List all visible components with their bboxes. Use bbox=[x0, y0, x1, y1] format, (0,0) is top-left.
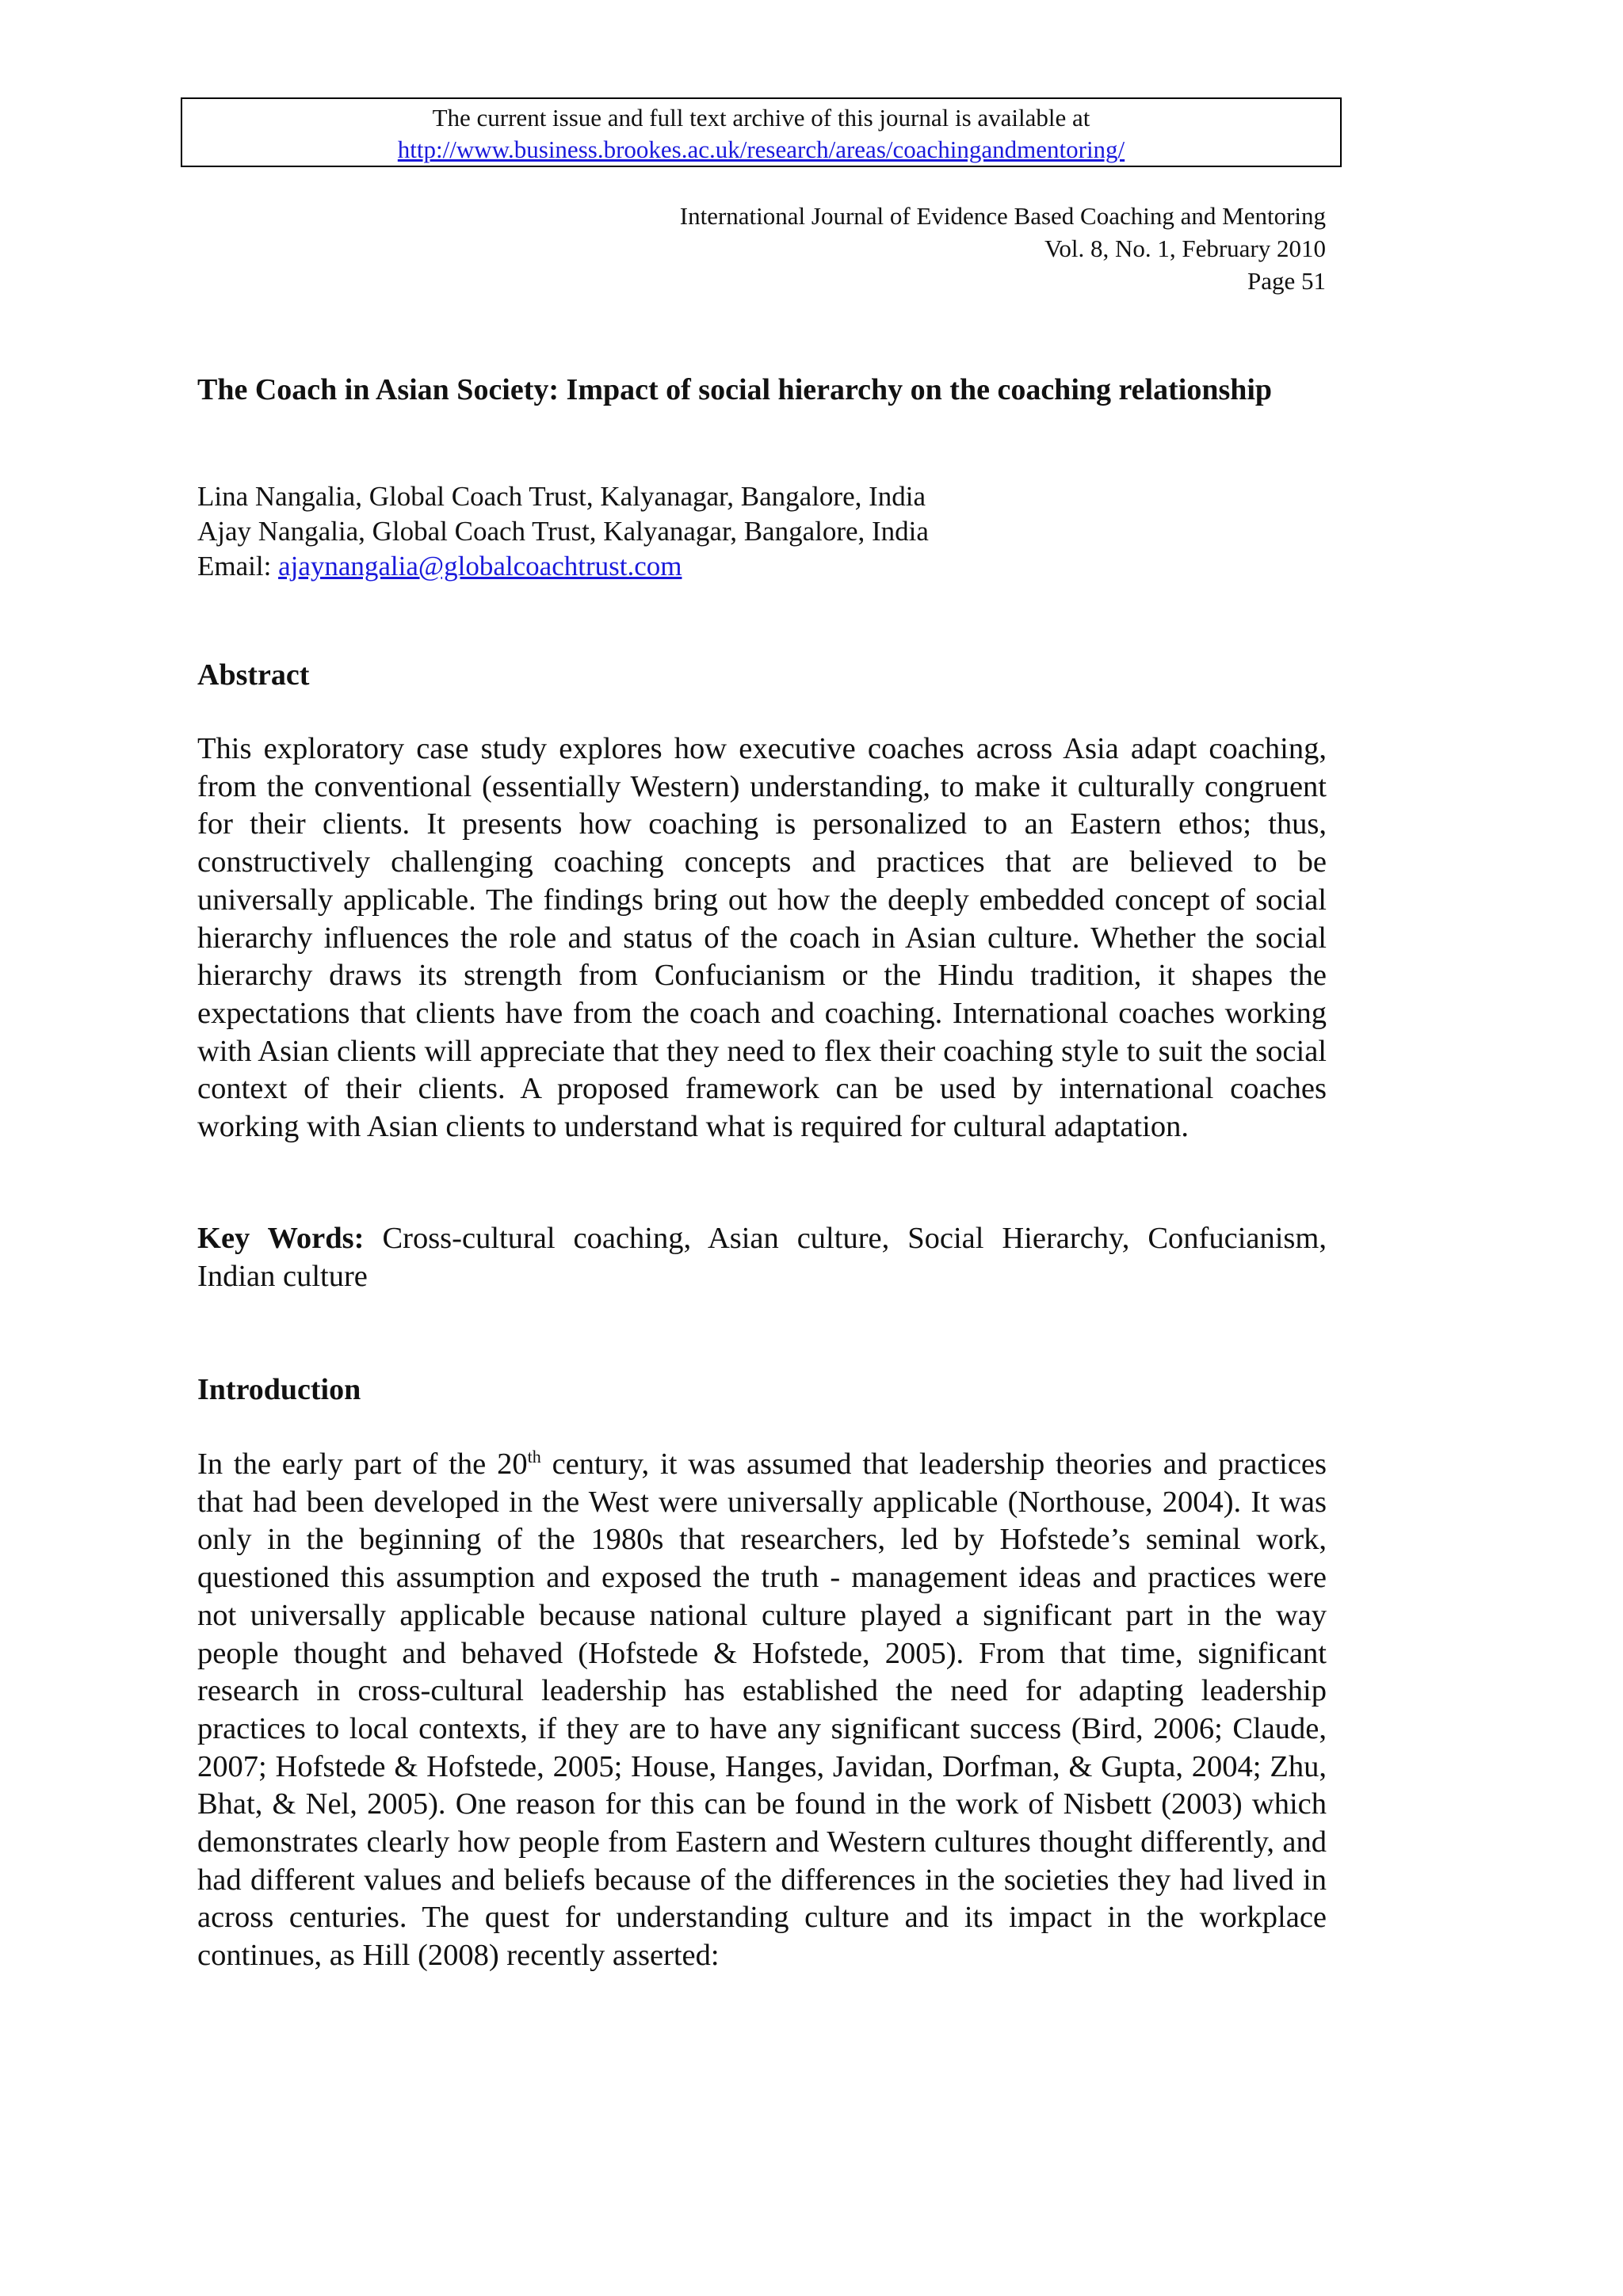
intro-text-start: In the early part of the 20 bbox=[197, 1447, 528, 1481]
keywords-label: Key Words: bbox=[197, 1222, 365, 1255]
intro-superscript: th bbox=[527, 1447, 541, 1467]
intro-text-rest: century, it was assumed that leadership theories and practices that had been developed in the West were universally applicable (Northouse, 2004). It was only in the beginning of the 1980s that researchers, led by Hofstede’s seminal work, questioned this assumption and exposed the truth - management ideas and practices were not universally applicable because national culture played a significant part in the way people thought and behaved (Hofstede & Hofstede, 2005). From that time, significant research in cross-cultural leadership has established the need for adapting leadership practices to local contexts, if they are to have any significant success (Bird, 2006; Claude, 2007; Hofstede & Hofstede, 2005; House, Hanges, Javidan, Dorfman, & Gupta, 2004; Zhu, Bhat, & Nel, 2005). One reason for this can be found in the work of Nisbett (2003) which demonstrates clearly how people from Eastern and Western cultures thought differently, and had different values and beliefs because of the differences in the societies they had lived in across centuries. The quest for understanding culture and its impact in the workplace continues, as Hill (2008) recently asserted: bbox=[197, 1447, 1327, 1973]
email-label: Email: bbox=[197, 551, 279, 582]
abstract-text: This exploratory case study explores how executive coaches across Asia adapt coaching, from the conventional (essentially Western) understanding, to make it culturally congruent for their clients. It presents how coaching is personalized to an Eastern ethos; thus, constructively challenging coaching concepts and practices that are believed to be universally applicable. The findings bring out how the deeply embedded concept of social hierarchy influences the role and status of the coach in Asian culture. Whether the social hierarchy draws its strength from Confucianism or the Hindu tradition, it shapes the expectations that clients have from the coach and coaching. International coaches working with Asian clients will appreciate that they need to flex their coaching style to suit the social context of their clients. A proposed framework can be used by international coaches working with Asian clients to understand what is required for cultural adaptation. bbox=[197, 732, 1327, 1144]
author-2: Ajay Nangalia, Global Coach Trust, Kalyanagar, Bangalore, India bbox=[197, 516, 929, 547]
author-block bbox=[197, 479, 929, 584]
keywords-text: Cross-cultural coaching, Asian culture, Social Hierarchy, Confucianism, Indian culture bbox=[197, 1222, 1327, 1293]
keywords-paragraph bbox=[197, 1220, 1327, 1295]
email-link[interactable]: ajaynangalia@globalcoachtrust.com bbox=[278, 551, 682, 582]
introduction-text bbox=[197, 1446, 1327, 1975]
author-1: Lina Nangalia, Global Coach Trust, Kalyanagar, Bangalore, India bbox=[197, 481, 926, 512]
introduction-heading: Introduction bbox=[197, 1373, 361, 1406]
abstract-heading: Abstract bbox=[197, 658, 310, 692]
archive-notice-box bbox=[181, 97, 1342, 167]
archive-notice-text: The current issue and full text archive of this journal is available at bbox=[432, 104, 1090, 132]
page-number: Page 51 bbox=[1247, 267, 1326, 295]
journal-name: International Journal of Evidence Based Coaching and Mentoring bbox=[679, 202, 1326, 230]
email-line bbox=[197, 549, 929, 584]
article-title: The Coach in Asian Society: Impact of social hierarchy on the coaching relationship bbox=[197, 373, 1273, 406]
archive-url-link[interactable]: http://www.business.brookes.ac.uk/research/areas/coachingandmentoring/ bbox=[397, 135, 1125, 163]
journal-volume: Vol. 8, No. 1, February 2010 bbox=[1044, 235, 1326, 262]
journal-header bbox=[680, 200, 1326, 297]
